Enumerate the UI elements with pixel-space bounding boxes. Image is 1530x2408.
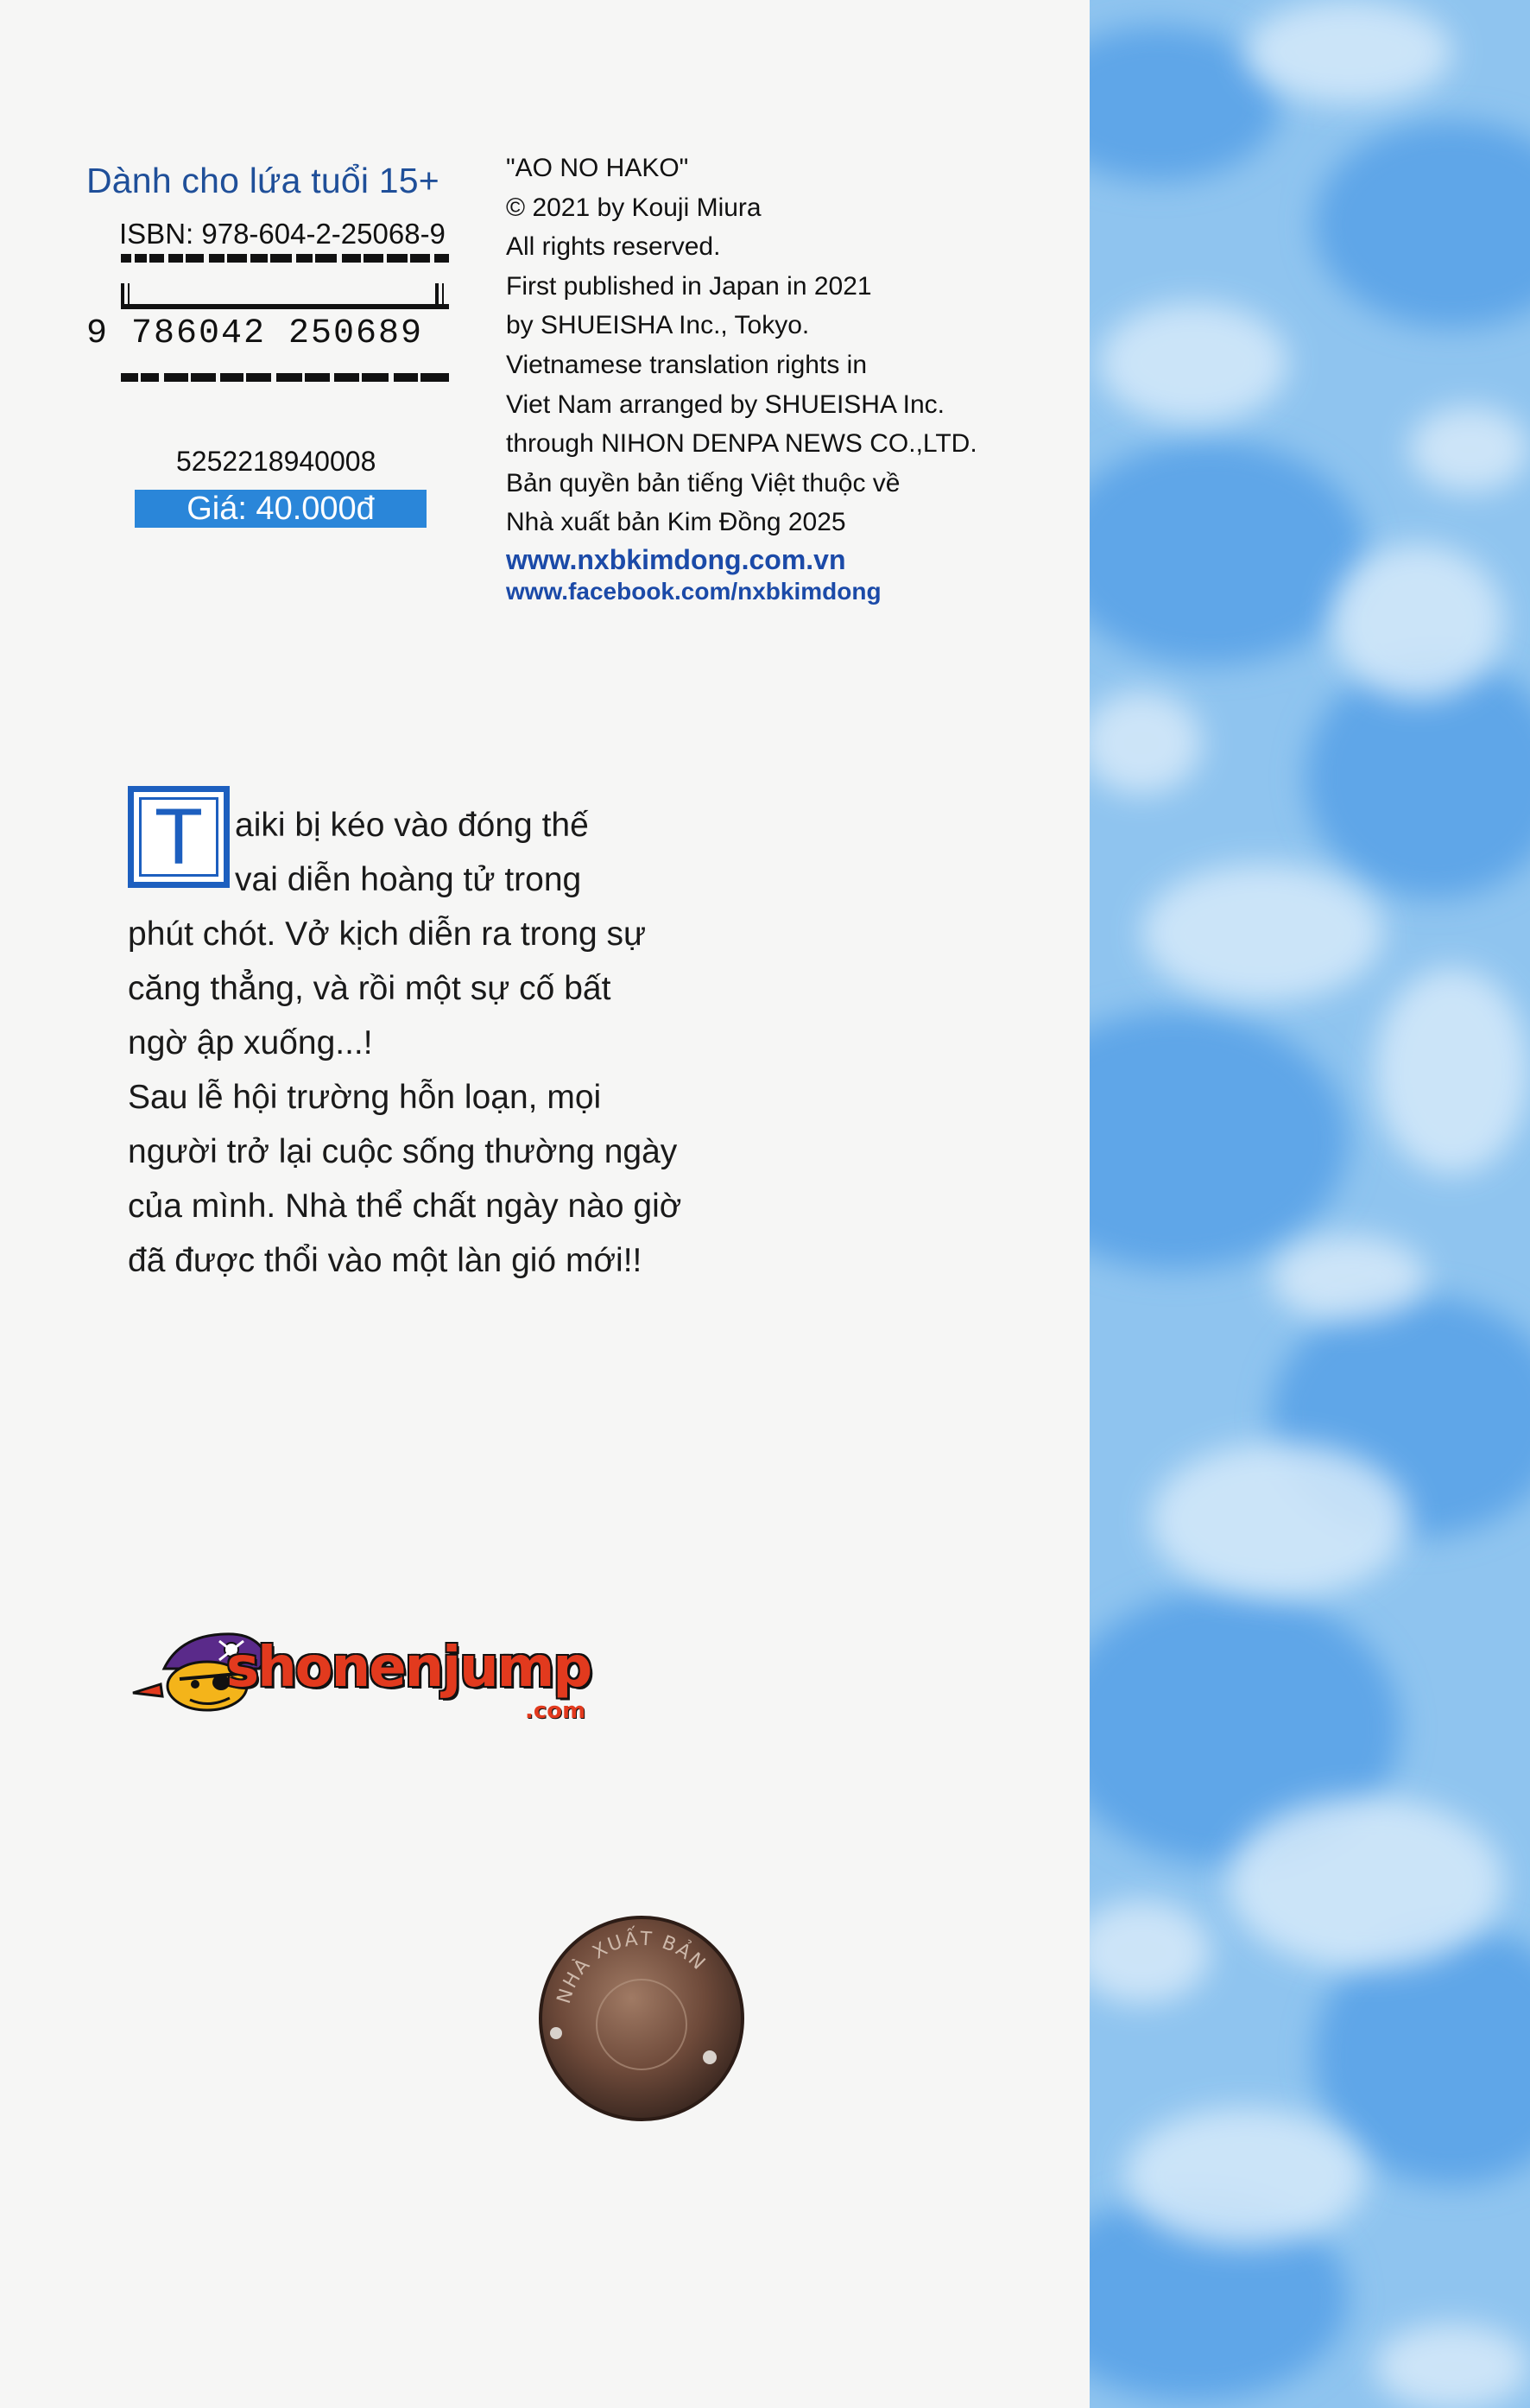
synopsis-line: của mình. Nhà thể chất ngày nào giờ <box>128 1188 682 1225</box>
age-rating: Dành cho lứa tuổi 15+ <box>86 161 439 200</box>
website-link[interactable]: www.nxbkimdong.com.vn <box>506 544 846 575</box>
synopsis-text <box>128 798 703 1288</box>
copyright-line: Nhà xuất bản Kim Đồng 2025 <box>506 508 846 537</box>
copyright-line: Vietnamese translation rights in <box>506 350 868 379</box>
logo-suffix: .com <box>525 1698 586 1724</box>
synopsis-line: ngờ ập xuống...! <box>128 1024 373 1061</box>
synopsis-line: người trở lại cuộc sống thường ngày <box>128 1133 678 1170</box>
copyright-line: All rights reserved. <box>506 232 721 262</box>
synopsis-line: phút chót. Vở kịch diễn ra trong sự <box>128 916 647 953</box>
drop-cap: T <box>128 786 230 888</box>
stamp-text: NHÀ XUẤT BẢN <box>553 1928 711 2006</box>
copyright-line: Bản quyền bản tiếng Việt thuộc về <box>506 468 901 497</box>
synopsis-line: aiki bị kéo vào đóng thế <box>235 807 589 844</box>
copyright-line: Viet Nam arranged by SHUEISHA Inc. <box>506 390 945 419</box>
synopsis-line: vai diễn hoàng tử trong <box>235 861 582 898</box>
barcode-number: 9 786042 250689 <box>86 314 424 353</box>
publisher-stamp <box>537 1914 746 2123</box>
copyright-block <box>506 149 977 542</box>
synopsis-line: căng thẳng, và rồi một sự cố bất <box>128 970 611 1007</box>
publisher-links <box>506 542 882 606</box>
sky-background-panel <box>1090 0 1530 2408</box>
copyright-line: "AO NO HAKO" <box>506 154 689 182</box>
copyright-line: through NIHON DENPA NEWS CO.,LTD. <box>506 429 977 459</box>
price-badge: Giá: 40.000đ <box>135 490 427 528</box>
copyright-line: © 2021 by Kouji Miura <box>506 193 762 222</box>
synopsis-line: đã được thổi vào một làn gió mới!! <box>128 1242 642 1279</box>
copyright-line: First published in Japan in 2021 <box>506 271 872 301</box>
copyright-line: by SHUEISHA Inc., Tokyo. <box>506 311 810 340</box>
isbn-label: ISBN: 978-604-2-25068-9 <box>119 218 446 250</box>
logo-wordmark: shonenjump <box>226 1636 591 1700</box>
synopsis-line: Sau lễ hội trường hỗn loạn, mọi <box>128 1079 602 1116</box>
facebook-link[interactable]: www.facebook.com/nxbkimdong <box>506 578 882 605</box>
product-code: 5252218940008 <box>176 446 376 477</box>
